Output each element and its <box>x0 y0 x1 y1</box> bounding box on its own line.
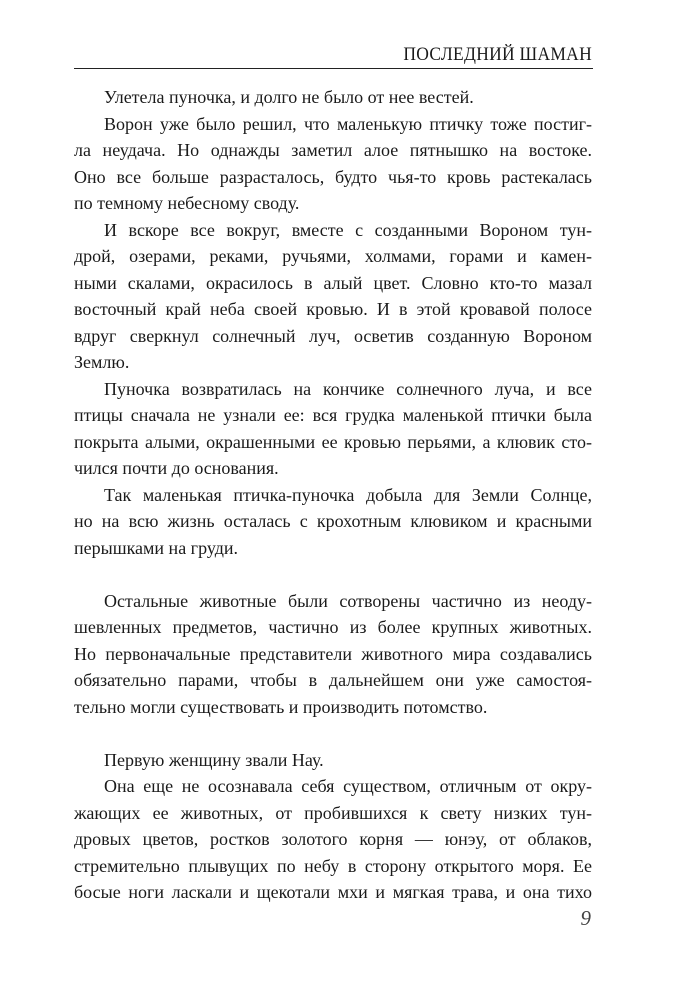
text-line: ными скалами, окрасилось в алый цвет. Словно кто-то мазал <box>74 272 592 293</box>
section-gap <box>74 561 592 588</box>
text-line: ла неудача. Но однажды заметил алое пятнышко на востоке. <box>74 140 592 160</box>
text-line: Остальные животные были сотворены частично из неоду- <box>104 590 592 611</box>
text-line: перышками на груди. <box>74 537 238 558</box>
text-line: дровых цветов, ростков золотого корня — юнэу, от облаков, <box>74 829 592 849</box>
text-line: Она еще не осознавала себя существом, отличным от окру- <box>104 776 592 796</box>
text-line: дрой, озерами, реками, ручьями, холмами, горами и камен- <box>74 246 592 266</box>
text-line: Пуночка возвратилась на кончике солнечного луча, и все <box>104 378 592 399</box>
section-gap <box>74 720 592 747</box>
text-line: обязательно парами, чтобы в дальнейшем они уже самостоя- <box>74 670 592 690</box>
text-line: И вскоре все вокруг, вместе с созданными Вороном тун- <box>104 219 592 240</box>
text-line: жающих ее животных, от пробившихся к свету низких тун- <box>74 802 592 823</box>
running-header-title: ПОСЛЕДНИЙ ШАМАН <box>403 44 592 65</box>
text-line: но на всю жизнь осталась с крохотным клювиком и красными <box>74 511 592 531</box>
text-line: Ворон уже было решил, что маленькую птичку тоже постиг- <box>104 113 592 134</box>
header-rule <box>74 68 593 69</box>
text-line: покрыта алыми, окрашенными ее кровью перьями, а клювик сто- <box>74 431 592 452</box>
text-line: вдруг сверкнул солнечный луч, осветив созданную Вороном <box>74 325 592 346</box>
page-number: 9 <box>580 906 591 930</box>
text-line: Землю. <box>74 352 130 372</box>
text-line: Оно все больше разрасталось, будто чья-то кровь растекалась <box>74 166 592 187</box>
text-line: Но первоначальные представители животного мира создавались <box>74 643 592 664</box>
text-line: стремительно плывущих по небу в сторону открытого моря. Ее <box>74 855 592 876</box>
text-line: восточный край неба своей кровью. И в этой кровавой полосе <box>74 299 592 319</box>
body-text <box>74 84 592 906</box>
text-line: босые ноги ласкали и щекотали мхи и мягкая трава, и она тихо <box>74 882 592 902</box>
text-line: шевленных предметов, частично из более крупных животных. <box>74 617 592 637</box>
text-line: по темному небесному своду. <box>74 193 300 213</box>
text-line: чился почти до основания. <box>74 458 279 478</box>
text-line: тельно могли существовать и производить потомство. <box>74 696 488 717</box>
text-line: Улетела пуночка, и долго не было от нее вестей. <box>104 87 474 107</box>
text-line: Так маленькая птичка-пуночка добыла для Земли Солнце, <box>104 484 592 505</box>
text-line: Первую женщину звали Нау. <box>104 749 324 770</box>
text-line: птицы сначала не узнали ее: вся грудка маленькой птички была <box>74 405 592 425</box>
